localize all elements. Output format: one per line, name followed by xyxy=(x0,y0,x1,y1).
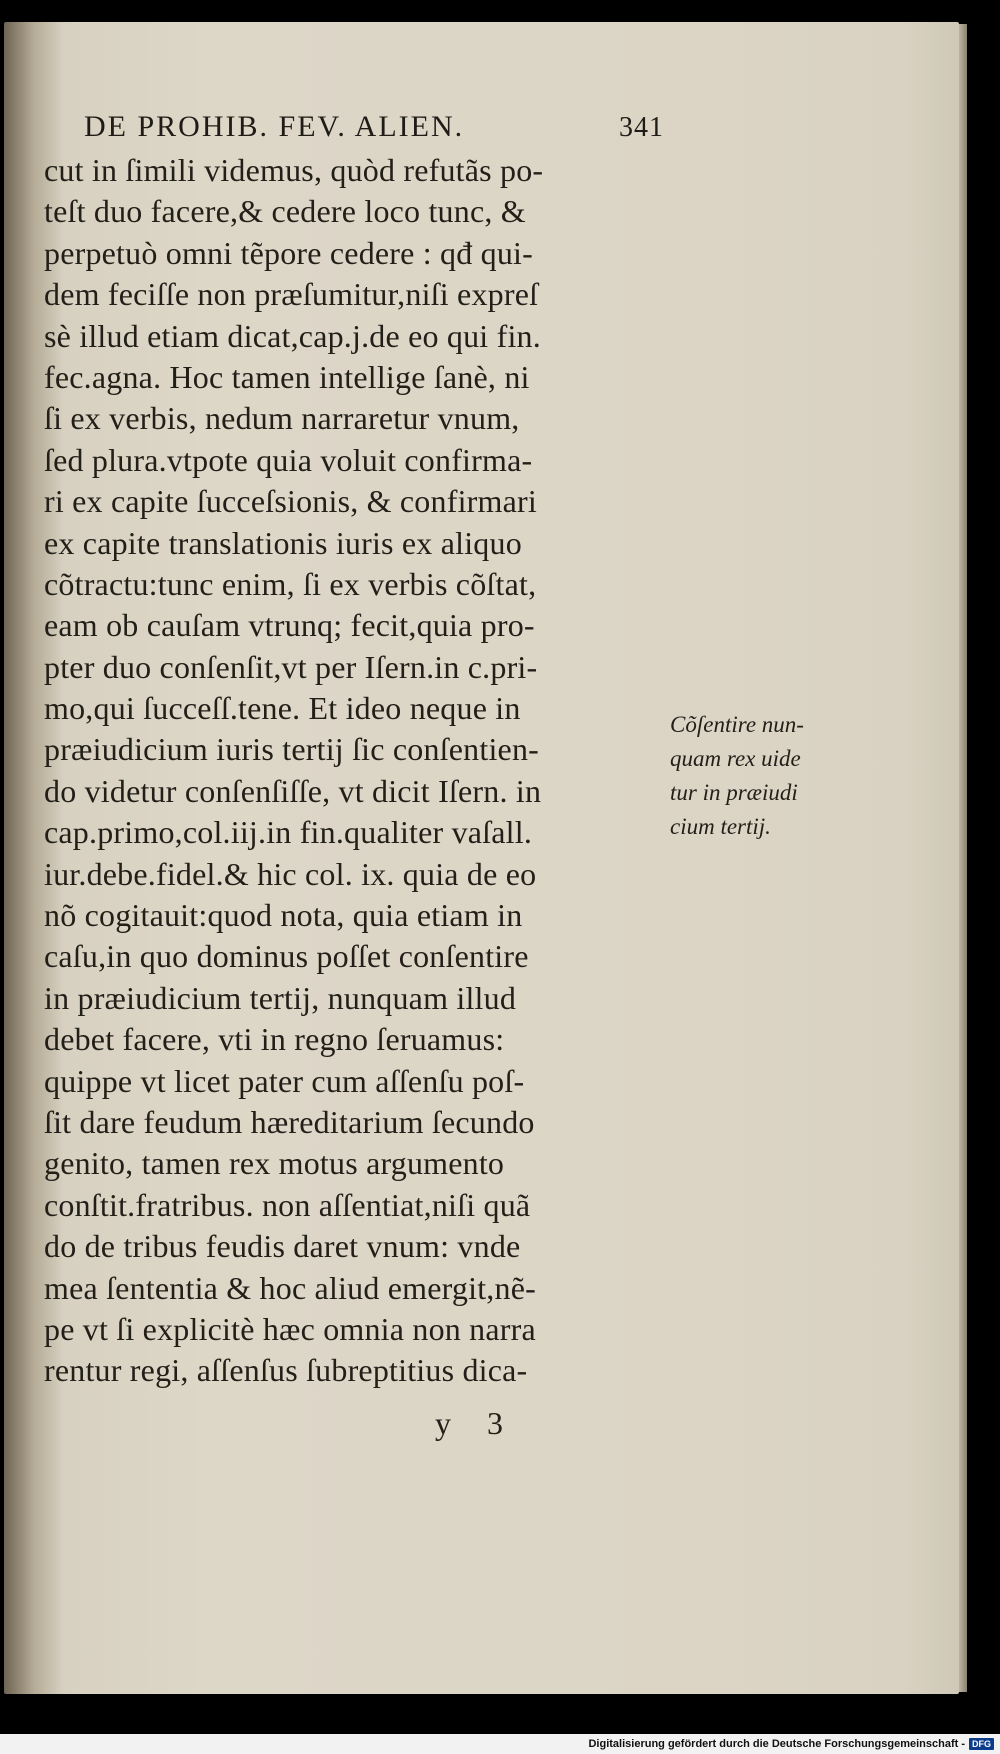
text-line: pe vt ſi explicitè hæc omnia non narra xyxy=(44,1310,536,1347)
text-line: mo,qui ſucceſſ.tene. Et ideo neque in xyxy=(44,690,521,727)
margin-note xyxy=(670,708,850,844)
page-edge xyxy=(959,24,967,1692)
signature-mark: y 3 xyxy=(435,1405,517,1441)
text-line: pter duo conſenſit,vt per Iſern.in c.pri- xyxy=(44,648,538,685)
footer-bar xyxy=(0,1734,1000,1754)
text-line: in præiudicium tertij, nunquam illud xyxy=(44,979,517,1016)
right-dark-strip xyxy=(968,0,1000,1754)
text-line: do de tribus feudis daret vnum: vnde xyxy=(44,1228,521,1265)
text-line: do videtur conſenſiſſe, vt dicit Iſern. in xyxy=(44,772,542,809)
text-line: conſtit.fratribus. non aſſentiat,niſi quã xyxy=(44,1186,531,1223)
text-line: dem feciſſe non præſumitur,niſi expreſ xyxy=(44,276,539,313)
text-line: præiudicium iuris tertij ſic conſentien- xyxy=(44,731,539,768)
footer-credit: Digitalisierung gefördert durch die Deutsche Forschungsgemeinschaft - xyxy=(588,1738,965,1750)
text-line: ſi ex verbis, nedum narraretur vnum, xyxy=(44,400,520,437)
margin-note-line: cium tertij. xyxy=(670,814,771,839)
text-line: cut in ſimili videmus, quòd refutãs po- xyxy=(44,152,544,188)
text-line: caſu,in quo dominus poſſet conſentire xyxy=(44,938,529,975)
margin-note-line: quam rex uide xyxy=(670,746,801,771)
text-line: ſed plura.vtpote quia voluit confirma- xyxy=(44,441,533,478)
text-line: fec.agna. Hoc tamen intellige ſanè, ni xyxy=(44,358,530,395)
text-line: cap.primo,col.iij.in fin.qualiter vaſall. xyxy=(44,814,533,851)
text-line: perpetuò omni tẽpore cedere : qđ qui- xyxy=(44,234,533,271)
text-line: mea ſententia & hoc aliud emergit,nẽ- xyxy=(44,1269,536,1306)
dfg-logo: DFG xyxy=(969,1738,994,1750)
text-line: ex capite translationis iuris ex aliquo xyxy=(44,524,522,561)
text-line: sè illud etiam dicat,cap.j.de eo qui fin. xyxy=(44,317,541,354)
text-line: iur.debe.fidel.& hic col. ix. quia de eo xyxy=(44,855,537,892)
text-line: debet facere, vti in regno ſeruamus: xyxy=(44,1021,505,1058)
page-number: 341 xyxy=(619,112,664,143)
text-line: teſt duo facere,& cedere loco tunc, & xyxy=(44,193,526,230)
text-line: cõtractu:tunc enim, ſi ex verbis cõſtat, xyxy=(44,565,537,602)
text-line: ri ex capite ſucceſsionis, & confirmari xyxy=(44,483,537,520)
text-line: eam ob cauſam vtrunq; fecit,quia pro- xyxy=(44,607,535,644)
text-line: nõ cogitauit:quod nota, quia etiam in xyxy=(44,897,523,934)
text-line: ſit dare feudum hæreditarium ſecundo xyxy=(44,1103,535,1140)
margin-note-line: tur in præiudi xyxy=(670,780,798,805)
margin-note-line: Cõſentire nun- xyxy=(670,712,804,737)
text-line: genito, tamen rex motus argumento xyxy=(44,1145,505,1182)
running-head xyxy=(84,110,664,150)
text-line: quippe vt licet pater cum aſſenſu poſ- xyxy=(44,1062,525,1099)
text-line: rentur regi, aſſenſus ſubreptitius dica- xyxy=(44,1352,528,1389)
running-title: DE PROHIB. FEV. ALIEN. xyxy=(84,110,465,143)
body-text xyxy=(44,150,684,1392)
